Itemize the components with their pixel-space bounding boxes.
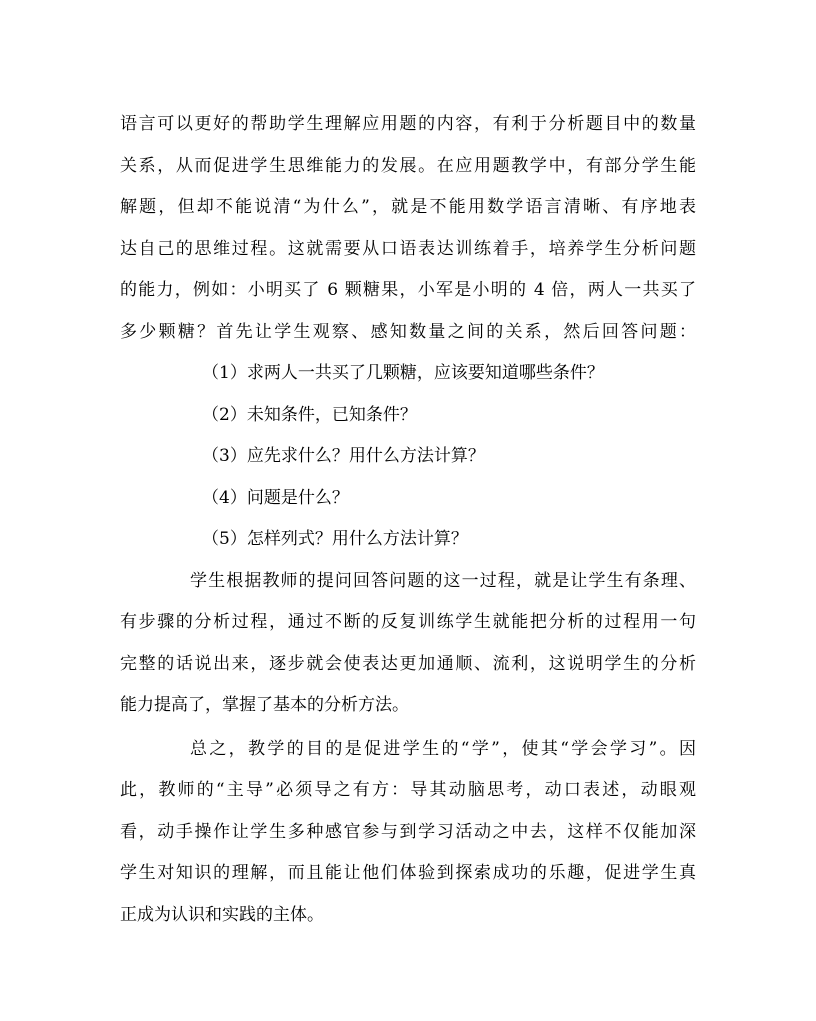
text-line: 完整的话说出来，逐步就会使表达更加通顺、流利，这说明学生的分析 xyxy=(120,653,696,674)
question-item: （5）怎样列式？用什么方法计算？ xyxy=(202,529,468,549)
question-item: （3）应先求什么？用什么方法计算？ xyxy=(202,446,485,466)
question-list xyxy=(120,353,696,561)
text-line: 此，教师的“主导”必须导之有方：导其动脑思考，动口表述，动眼观 xyxy=(120,780,696,800)
text-line: 语言可以更好的帮助学生理解应用题的内容，有利于分析题目中的数量 xyxy=(120,114,696,134)
paragraph-3 xyxy=(120,729,696,937)
paragraph-2 xyxy=(120,561,696,727)
text-line: 的能力，例如：小明买了 6 颗糖果，小军是小明的 4 倍，两人一共买了 xyxy=(120,280,696,300)
text-line: 多少颗糖？首先让学生观察、感知数量之间的关系，然后回答问题： xyxy=(120,321,696,342)
text-line: 学生对知识的理解，而且能让他们体验到探索成功的乐趣，促进学生真 xyxy=(120,863,696,883)
text-line: 能力提高了，掌握了基本的分析方法。 xyxy=(120,695,409,715)
text-line: 总之，教学的目的是促进学生的“学”，使其“学会学习”。因 xyxy=(190,738,696,759)
document-body xyxy=(120,104,696,936)
text-line: 学生根据教师的提问回答问题的这一过程，就是让学生有条理、 xyxy=(190,570,696,591)
text-line: 看，动手操作让学生多种感官参与到学习活动之中去，这样不仅能加深 xyxy=(120,821,696,842)
question-item: （1）求两人一共买了几颗糖，应该要知道哪些条件？ xyxy=(202,363,604,383)
question-item: （2）未知条件，已知条件？ xyxy=(202,404,417,425)
text-line: 解题，但却不能说清“为什么”，就是不能用数学语言清晰、有序地表 xyxy=(120,197,696,217)
text-line: 正成为认识和实践的主体。 xyxy=(120,904,324,925)
text-line: 关系，从而促进学生思维能力的发展。在应用题教学中，有部分学生能 xyxy=(120,155,696,176)
text-line: 有步骤的分析过程，通过不断的反复训练学生就能把分析的过程用一句 xyxy=(120,612,696,632)
question-item: （4）问题是什么？ xyxy=(202,487,349,508)
paragraph-1 xyxy=(120,104,696,353)
text-line: 达自己的思维过程。这就需要从口语表达训练着手，培养学生分析问题 xyxy=(120,238,696,259)
